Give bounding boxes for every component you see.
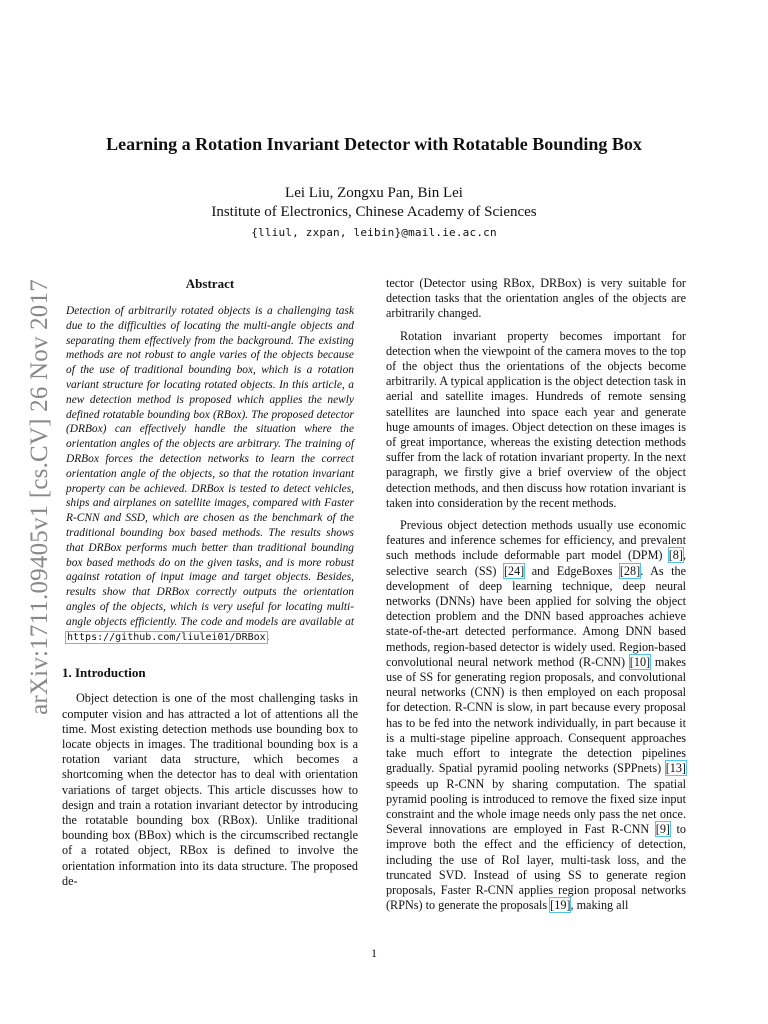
intro-paragraph-1: Object detection is one of the most challenging tasks in computer vision and has attracted a lot of attentions all the time. Most existing detection methods use bounding box to locate objects in images. The traditional bounding box is a rotation variant data structure, which becomes a shortcoming when the detector has to deal with orientation variations of target objects. This article discusses how to design and train a rotation invariant detector by introducing the rotatable bounding box (RBox). Unlike traditional bounding box (BBox) which is the circumscribed rectangle of a rotated object, RBox is defined to involve the orientation information into its data structure. The proposed de- xyxy=(62,691,358,888)
intro-paragraph-3 xyxy=(386,518,686,913)
citation-link[interactable]: [19] xyxy=(550,898,571,913)
intro-paragraph-continued: tector (Detector using RBox, DRBox) is very suitable for detection tasks that the orientation angles of the objects are arbitrarily changed. xyxy=(386,276,686,321)
abstract-text: Detection of arbitrarily rotated objects is a challenging task due to the difficulties of locating the multi-angle objects and separating them effectively from the background. The existing methods are not robust to angle varies of the objects because of the use of traditional bounding box, which is a rotation variant structure for locating rotated objects. In this article, a new detection method is proposed which applies the newly defined rotatable bounding box (RBox). The proposed detector (DRBox) can effectively handle the situation where the orientation angles of the objects are arbitrary. The training of DRBox forces the detection networks to learn the correct orientation angle of the objects, so that the rotation invariant property can be achieved. DRBox is tested to detect vehicles, ships and airplanes on satellite images, compared with Faster R-CNN and SSD, which are chosen as the benchmark of the traditional bounding box based methods. The results shows that DRBox performs much better than traditional bounding box based methods do on the given tasks, and is more robust against rotation of input image and target objects. Besides, results show that DRBox correctly outputs the orientation angles of the objects, which is very useful for locating multi-angle objects efficiently. The code and models are available at xyxy=(66,305,354,628)
right-column xyxy=(386,276,686,913)
text-run: . As the development of deep learning technique, deep neural networks (DNNs) have been applied for solving the object detection problem and the DNN based approaches achieve state-of-the-art detected performance. Among DNN based methods, region-based detector is widely used. Region-based convolutional neural network method (R-CNN) xyxy=(386,563,686,669)
arxiv-identifier: arXiv:1711.09405v1 [cs.CV] 26 Nov 2017 xyxy=(26,279,53,715)
text-run: speeds up R-CNN by sharing computation. The spatial pyramid pooling is introduced to remove the fixed size input constraint and the whole image needs only pass the net once. Several innovations are employed in Fast R-CNN xyxy=(386,776,686,837)
abstract-body xyxy=(62,304,358,645)
page-number: 1 xyxy=(371,946,377,960)
intro-paragraph-2: Rotation invariant property becomes important for detection when the viewpoint of the camera moves to the top of the object thus the orientations of the objects become arbitrarily. A typical application is the object detection task in aerial and satellite images. Hundreds of remote sensing satellites are launched into space each year and generate huge amounts of images. Object detection on these images is of great importance, whereas the existing detection methods suffer from the lack of rotation invariant property. In the next paragraph, we firstly give a brief overview of the object detection methods, and then discuss how rotation invariant is taken into consideration by the recent methods. xyxy=(386,328,686,510)
citation-link[interactable]: [9] xyxy=(655,822,670,837)
author-list: Lei Liu, Zongxu Pan, Bin Lei xyxy=(285,185,463,201)
text-run: Previous object detection methods usually use economic features and inference schemes for efficiency, and prevalent such methods include deformable part model (DPM) xyxy=(386,518,686,563)
author-email: {lliul, zxpan, leibin}@mail.ie.ac.cn xyxy=(251,226,497,239)
section-heading-introduction: 1. Introduction xyxy=(62,665,146,681)
text-run: and EdgeBoxes xyxy=(524,563,620,578)
citation-link[interactable]: [10] xyxy=(629,654,651,669)
citation-link[interactable]: [8] xyxy=(668,548,683,563)
citation-link[interactable]: [28] xyxy=(619,563,641,578)
paper-title: Learning a Rotation Invariant Detector with Rotatable Bounding Box xyxy=(106,134,642,154)
text-run: to improve both the effect and the efficiency of detection, including the use of RoI layer, multi-task loss, and the truncated SVD. Instead of using SS to generate region proposals, Faster R-CNN applies region proposal networks (RPNs) to generate the proposals xyxy=(386,822,686,913)
code-link[interactable]: https://github.com/liulei01/DRBox xyxy=(67,631,266,643)
abstract-end: . xyxy=(266,630,270,643)
citation-link[interactable]: [13] xyxy=(665,761,686,776)
author-affiliation: Institute of Electronics, Chinese Academy of Sciences xyxy=(211,204,537,220)
text-run: , selective search (SS) xyxy=(386,548,686,578)
arxiv-sidebar xyxy=(20,266,60,728)
left-column xyxy=(62,276,358,889)
text-run: , making all xyxy=(570,898,629,913)
citation-link[interactable]: [24] xyxy=(503,563,525,578)
text-run: makes use of SS for generating region proposals, and convolutional neural networks (CNN) is then employed on each proposal for detection. R-CNN is slow, in part because every proposal has to be fed into the network individually, in part because it is a multi-stage pipeline approach. Consequent approaches take much effort to integrate the detection pipelines gradually. Spatial pyramid pooling networks (SPPnets) xyxy=(386,654,687,776)
abstract-heading: Abstract xyxy=(185,276,235,291)
